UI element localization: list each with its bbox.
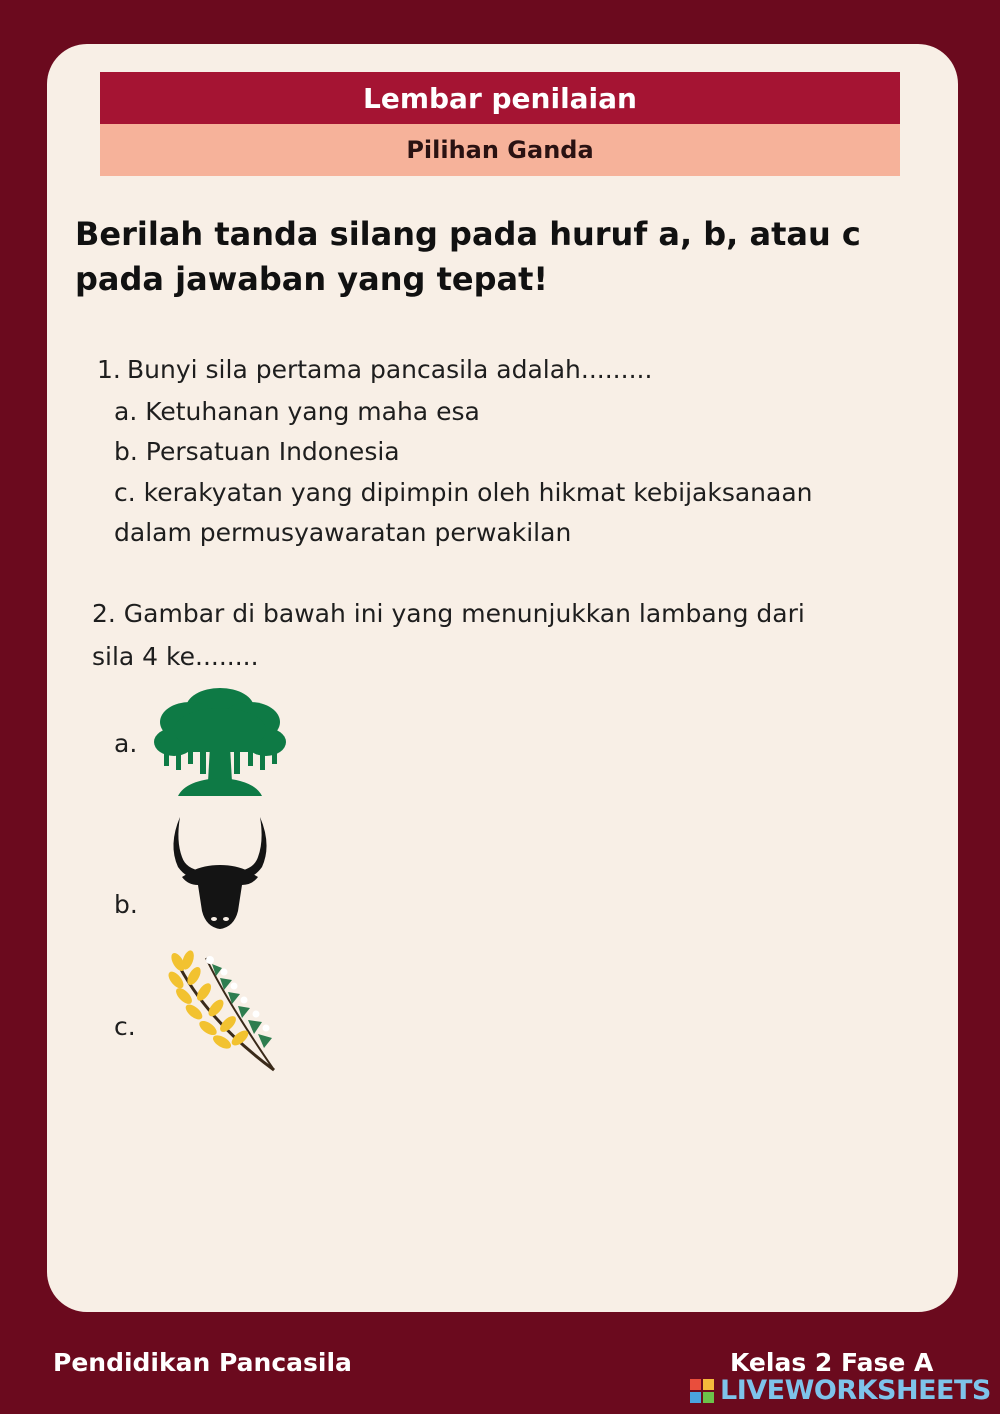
footer-class: Kelas 2 Fase A	[730, 1348, 934, 1377]
instruction-text: Berilah tanda silang pada huruf a, b, atau c pada jawaban yang tepat!	[75, 215, 861, 298]
page-subtitle-text: Pilihan Ganda	[406, 136, 594, 164]
question-1-text: Bunyi sila pertama pancasila adalah.........	[127, 355, 653, 384]
page-title	[100, 72, 900, 124]
question-2-text: 2. Gambar di bawah ini yang menunjukkan lambang dari	[92, 599, 805, 628]
question-2-text-continued: sila 4 ke........	[92, 642, 259, 671]
liveworksheets-watermark	[690, 1375, 991, 1406]
footer-subject: Pendidikan Pancasila	[53, 1348, 352, 1377]
question-1-number: 1.	[97, 355, 121, 384]
question-1-option-c-continued[interactable]: dalam permusyawaratan perwakilan	[114, 518, 572, 547]
bull-head-icon[interactable]	[168, 815, 272, 937]
question-1-option-b[interactable]: b. Persatuan Indonesia	[114, 437, 400, 466]
question-1-option-c[interactable]: c. kerakyatan yang dipimpin oleh hikmat kebijaksanaan	[114, 478, 813, 507]
liveworksheets-logo-icon	[690, 1379, 714, 1403]
question-2-option-c-label[interactable]: c.	[114, 1012, 136, 1041]
liveworksheets-text: LIVEWORKSHEETS	[720, 1375, 991, 1406]
rice-cotton-icon[interactable]	[166, 950, 282, 1080]
question-2-option-a-label[interactable]: a.	[114, 729, 138, 758]
page-subtitle	[100, 124, 900, 176]
question-1-option-a[interactable]: a. Ketuhanan yang maha esa	[114, 397, 480, 426]
banyan-tree-icon[interactable]	[152, 686, 288, 802]
page-title-text: Lembar penilaian	[363, 81, 637, 115]
question-2-option-b-label[interactable]: b.	[114, 890, 138, 919]
